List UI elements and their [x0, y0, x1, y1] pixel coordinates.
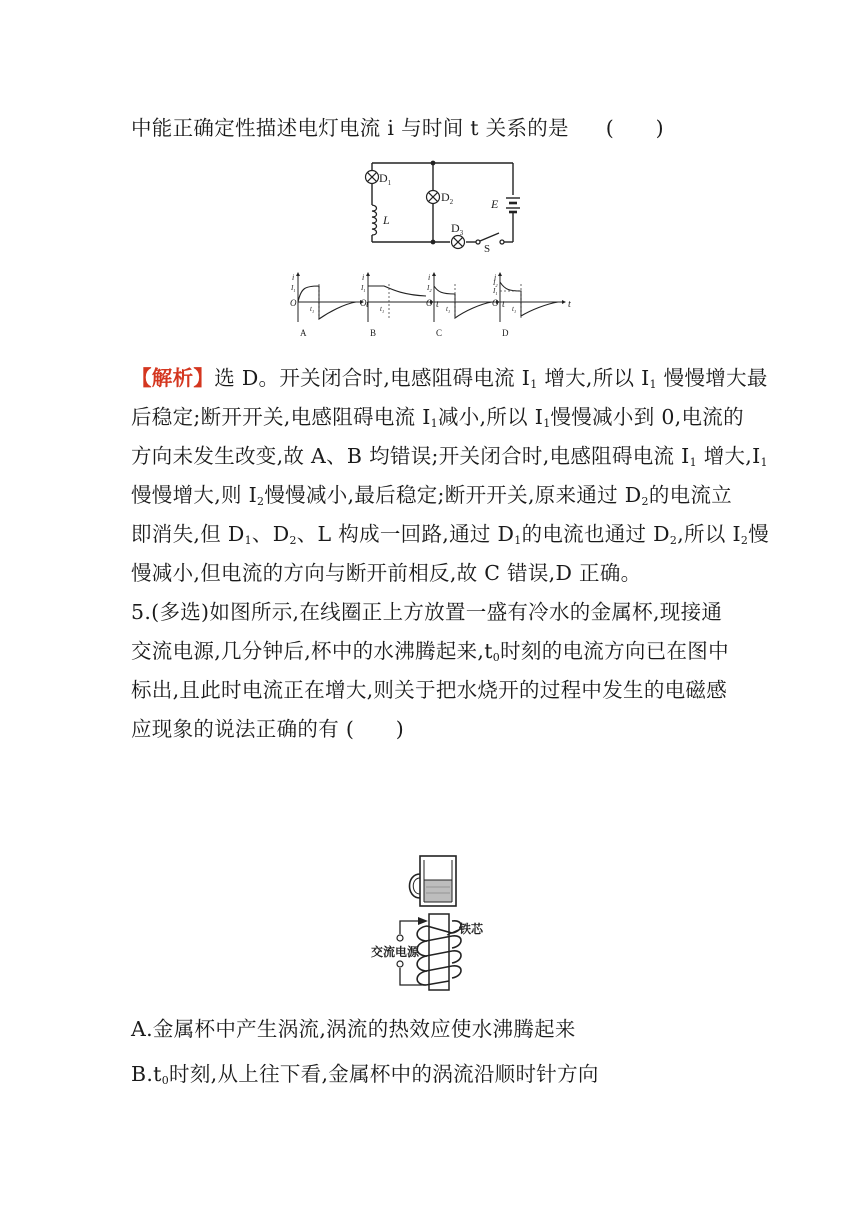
- t1-label: $t_1$: [446, 305, 451, 314]
- current-arrow-icon: [418, 917, 428, 925]
- i2-label: $I_2$: [493, 279, 498, 288]
- label-l: L: [383, 213, 390, 227]
- axis-i-label: i: [494, 273, 497, 282]
- option-a-graph-label: A: [300, 328, 307, 338]
- option-d-graph-label: D: [502, 328, 509, 338]
- origin-label: O: [492, 298, 499, 308]
- option-a: A.金属杯中产生涡流,涡流的热效应使水沸腾起来: [131, 1017, 576, 1041]
- origin-label: O: [290, 298, 297, 308]
- label-d3: $D_3$: [451, 221, 464, 237]
- analysis-line-6: 慢减小,但电流的方向与断开前相反,故 C 错误,D 正确。: [131, 561, 642, 585]
- power-source-label: 交流电源: [371, 945, 420, 959]
- label-e: E: [491, 197, 499, 211]
- i1-label: $I_1$: [291, 284, 296, 293]
- axis-t-label: t: [568, 299, 571, 310]
- axis-t-label: t: [366, 299, 369, 310]
- question-5-line-4: 应现象的说法正确的有 ( ): [131, 717, 405, 741]
- analysis-line-5: 即消失,但 $D_1$、$D_2$、L 构成一回路,通过 $D_1$的电流也通过 $D_2$,所以 $I_2$慢: [131, 522, 769, 547]
- analysis-line-2: 后稳定;断开开关,电感阻碍电流 $I_1$减小,所以 $I_1$慢慢减小到 0,电流的: [131, 405, 744, 430]
- origin-label: O: [360, 298, 367, 308]
- t1-label: $t_1$: [310, 305, 315, 314]
- t1-label: $t_1$: [512, 305, 517, 314]
- terminal-top-icon: [397, 935, 403, 941]
- origin-label: O: [426, 298, 433, 308]
- axis-t-label: t: [502, 299, 505, 310]
- question-4-text: 中能正确定性描述电灯电流 i 与时间 t 关系的是: [131, 116, 569, 140]
- analysis-line-3: 方向未发生改变,故 A、B 均错误;开关闭合时,电感阻碍电流 $I_1$ 增大$,I_1$: [131, 444, 768, 469]
- label-d2: $D_2$: [441, 190, 454, 206]
- analysis-text: 选 D。开关闭合时,电感阻碍电流 $I_1$ 增大,所以 $I_1$ 慢慢增大最: [214, 366, 768, 391]
- axis-t-label: t: [436, 299, 439, 310]
- iron-core-label: 铁芯: [459, 922, 484, 936]
- analysis-line-4: 慢慢增大,则 $I_2$慢慢减小,最后稳定;断开开关,原来通过 $D_2$的电流立: [131, 483, 733, 508]
- option-b: $B.t_0$时刻,从上往下看,金属杯中的涡流沿顺时针方向: [131, 1062, 599, 1087]
- axis-i-label: i: [428, 273, 431, 282]
- i1-label: $I_1$: [493, 287, 498, 296]
- option-c-graph-label: C: [436, 328, 443, 338]
- label-s: S: [484, 243, 491, 255]
- question-5-line-2: 交流电源,几分钟后,杯中的水沸腾起来$,t_0$时刻的电流方向已在图中: [131, 639, 729, 664]
- option-b-graph-label: B: [370, 328, 377, 338]
- axis-i-label: i: [292, 273, 295, 282]
- i1-label: $I_1$: [361, 284, 366, 293]
- question-5-line-1: 5.(多选)如图所示,在线圈正上方放置一盛有冷水的金属杯,现接通: [131, 600, 723, 624]
- metal-cup-icon: [410, 856, 457, 906]
- axis-i-label: i: [362, 273, 365, 282]
- question-5-line-3: 标出,且此时电流正在增大,则关于把水烧开的过程中发生的电磁感: [131, 678, 728, 702]
- t1-label: $t_1$: [380, 305, 385, 314]
- analysis-tag: 【解析】: [131, 366, 215, 390]
- terminal-bottom-icon: [397, 961, 403, 967]
- i2-label: $I_2$: [427, 284, 432, 293]
- answer-paren: ( ): [605, 116, 664, 140]
- label-d1: $D_1$: [379, 171, 392, 187]
